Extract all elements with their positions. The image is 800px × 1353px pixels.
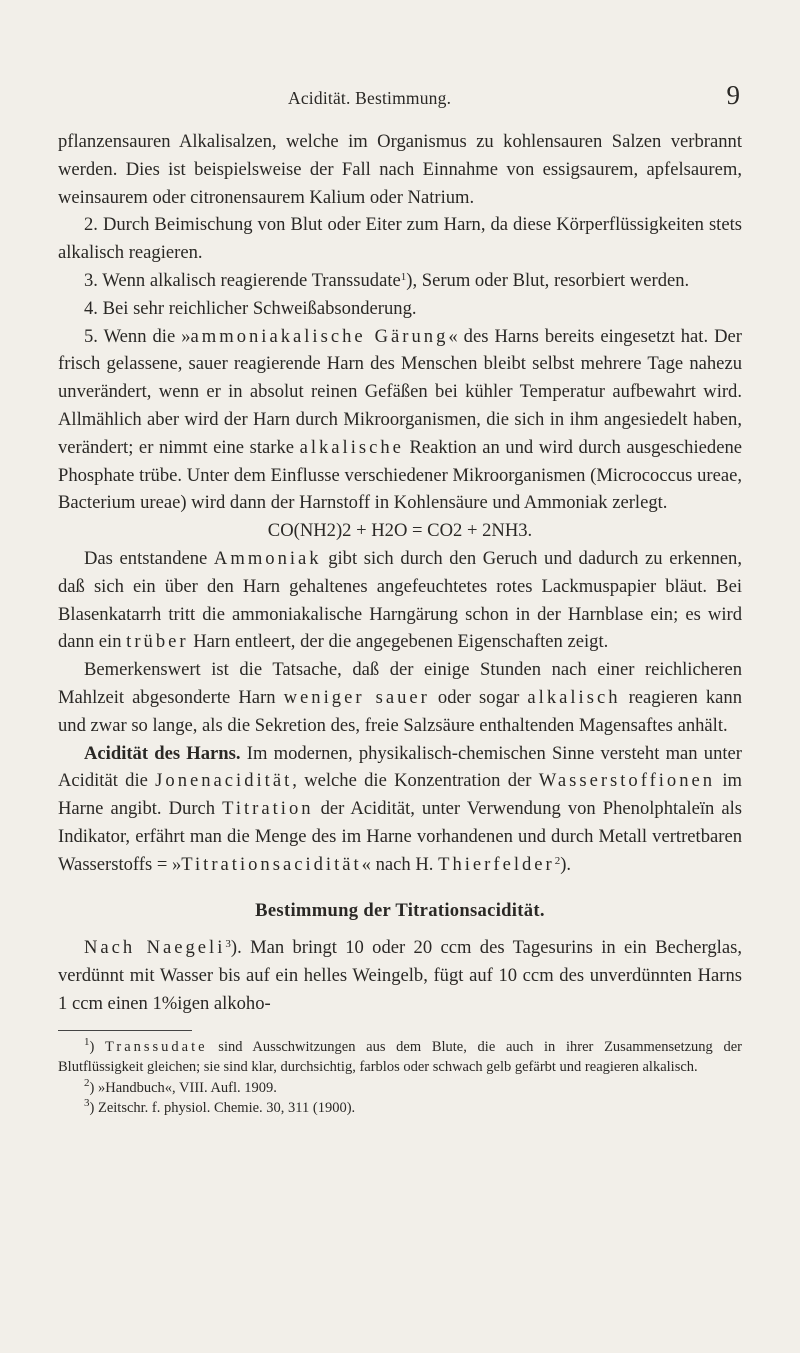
spaced-emphasis: trüber: [126, 631, 189, 653]
footnote-3: $^3$) Zeitschr. f. physiol. Chemie. 30, 311 (1900).: [84, 1096, 356, 1116]
paragraph-bemerkenswert: Bemerkenswert ist die Tatsache, daß der einige Stunden nach einer reichlicheren Mahlzeit abgesonderte Harn weniger sauer oder sogar alkalisch reagieren kann und zwar so lange, als die Sekretion des, freie Salzsäure enthaltenden Magensaftes anhält.: [58, 659, 742, 736]
spaced-emphasis: Titration: [222, 798, 314, 820]
spaced-emphasis: alkalisch: [527, 686, 621, 708]
spaced-emphasis: Thierfelder: [438, 853, 555, 875]
paragraph-aciditaet: Acidität des Harns. Im modernen, physikalisch-chemischen Sinne versteht man unter Acidität die Jonenacidität, welche die Konzentration der Wasserstoffionen im Harne angibt. Durch Titration der Acidität, unter Verwendung von Phenolphtaleïn als Indikator, erfährt man die Menge des im Harne vorhandenen und durch Metall vertretbaren Wasserstoffs = »Titrationsacidität« nach H. Thierfelder$^2$).: [58, 742, 743, 875]
footnote-2: $^2$) »Handbuch«, VIII. Aufl. 1909.: [84, 1076, 277, 1096]
paragraph-naegeli: Nach Naegeli$^3$). Man bringt 10 oder 20 ccm des Tagesurins in ein Becherglas, verdünnt mit Wasser bis auf ein helles Weingelb, fügt auf 10 ccm des unverdünnten Harns 1 ccm einen 1%igen alkoho-: [58, 937, 742, 1014]
spaced-emphasis: Titrationsacidität: [181, 853, 362, 875]
paragraph-ammoniak: Das entstandene Ammoniak gibt sich durch den Geruch und dadurch zu erkennen, daß sich ein über den Harn gehaltenes angefeuchtetes rotes Lackmuspapier bläut. Bei Blasenkatarrh tritt die ammoniakalische Harngärung schon in der Harnblase ein; es wird dann ein trüber Harn entleert, der die angegebenen Eigenschaften zeigt.: [58, 547, 743, 653]
section-heading: Bestimmung der Titrationsacidität.: [255, 899, 545, 921]
list-item-2: 2. Durch Beimischung von Blut oder Eiter zum Harn, da diese Körperflüssigkeiten stets alkalisch reagieren.: [58, 214, 742, 264]
spaced-emphasis: Jonenacidität: [155, 770, 293, 792]
footnote-ref-2: 2: [554, 854, 561, 867]
paragraph-continuation: pflanzensauren Alkalisalzen, welche im Organismus zu kohlensauren Salzen verbrannt werden. Dies ist beispielsweise der Fall nach Einnahme von essigsaurem, apfelsaurem, weinsaurem oder citronensaurem Kalium oder Natrium.: [58, 131, 742, 208]
spaced-emphasis: alkalische: [299, 436, 404, 458]
footnote-ref-1: 1: [400, 270, 407, 283]
spaced-emphasis: Transsudate: [105, 1038, 208, 1055]
spaced-emphasis: weniger sauer: [283, 686, 430, 708]
list-item-5: 5. Wenn die »ammoniakalische Gärung« des Harns bereits eingesetzt hat. Der frisch gelassene, sauer reagierende Harn des Menschen bleibt selbst mehrere Tage nahezu unverändert, wenn er in absolut reinen Gefäßen bei kühler Temperatur aufbewahrt wird. Allmählich aber wird der Harn durch Mikroorganismen, die sich in ihm angesiedelt haben, verändert; er nimmt eine starke alkalische Reaktion an und wird durch ausgeschiedene Phosphate trübe. Unter dem Einflusse verschiedener Mikroorganismen (Micrococcus ureae, Bacterium ureae) wird dann der Harnstoff in Kohlensäure und Ammoniak zerlegt.: [58, 325, 742, 514]
spaced-emphasis: Wasserstoffionen: [538, 770, 716, 792]
spaced-emphasis: ammoniakalische Gärung: [190, 325, 449, 347]
footnote-divider: [58, 1030, 192, 1031]
run-in-heading: Acidität des Harns.: [84, 742, 241, 764]
running-header: [58, 80, 742, 114]
footnote-ref-3: 3: [225, 938, 231, 951]
page-number: 9: [726, 80, 740, 110]
main-text: [58, 128, 742, 1118]
header-title: Acidität. Bestimmung.: [288, 88, 452, 108]
list-item-3: 3. Wenn alkalisch reagierende Transsudate$^1$), Serum oder Blut, resorbiert werden.: [84, 269, 690, 291]
chemical-formula: CO(NH2)2 + H2O = CO2 + 2NH3.: [267, 520, 533, 542]
spaced-emphasis: Nach Naegeli: [84, 937, 226, 959]
list-item-4: 4. Bei sehr reichlicher Schweißabsonderung.: [84, 297, 417, 319]
footnote-1: $^1$) Transsudate sind Ausschwitzungen aus dem Blute, die auch in ihrer Zusammensetzung der Blutflüssigkeit gleichen; sie sind klar, durchsichtig, farblos oder schwach gelb gefärbt und reagieren alkalisch.: [58, 1035, 742, 1076]
spaced-emphasis: Ammoniak: [213, 547, 322, 569]
footnotes: [58, 1037, 742, 1119]
